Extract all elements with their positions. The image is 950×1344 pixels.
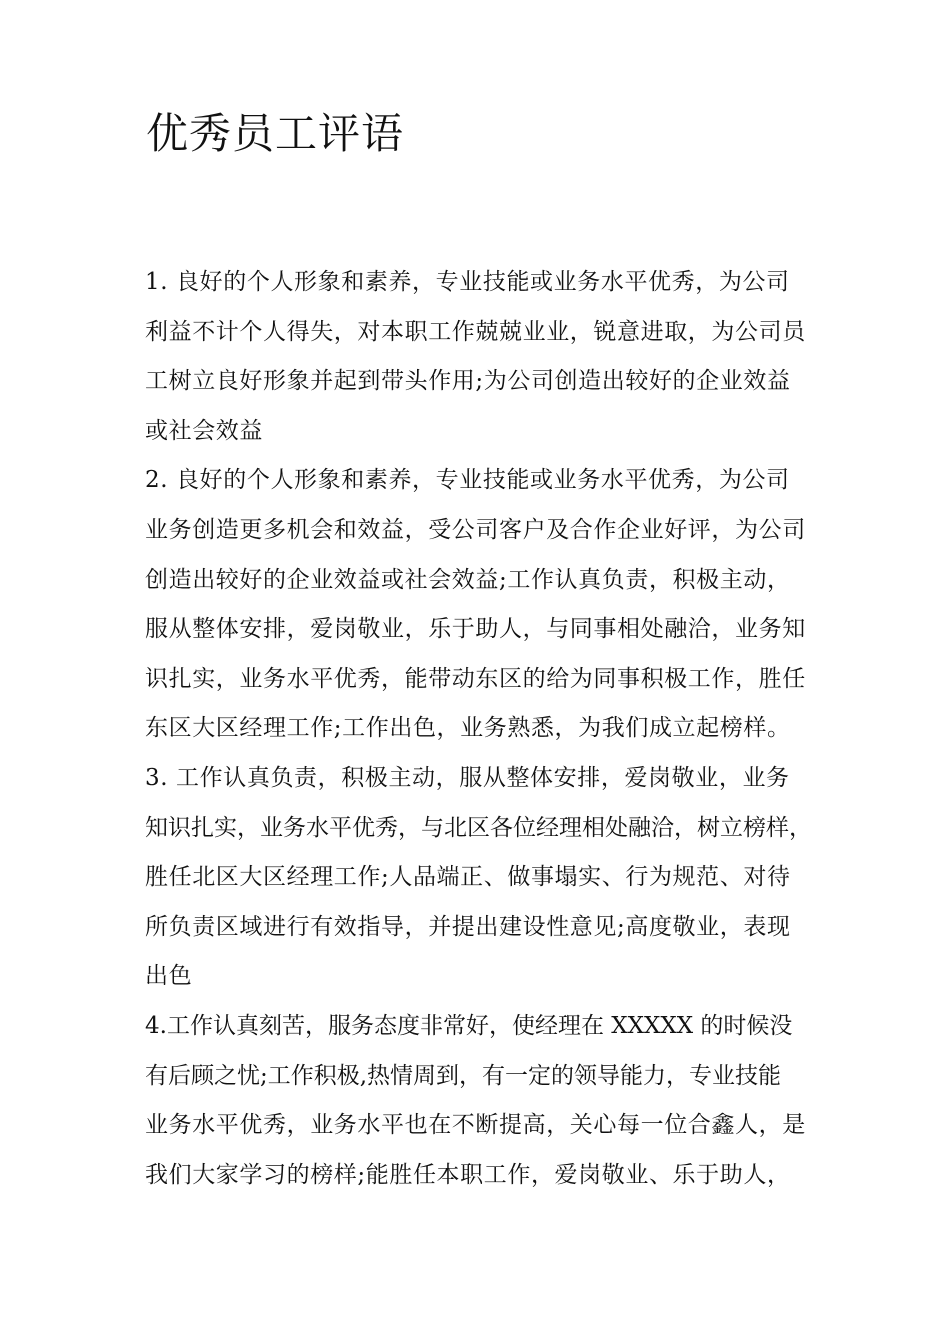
text-line: 或社会效益 bbox=[145, 417, 263, 444]
text-line: 识扎实，业务水平优秀，能带动东区的给为同事积极工作，胜任 bbox=[145, 665, 806, 692]
text-line: 创造出较好的企业效益或社会效益;工作认真负责，积极主动， bbox=[145, 566, 791, 593]
text-line: 服从整体安排，爱岗敬业，乐于助人，与同事相处融洽，业务知 bbox=[145, 616, 806, 643]
text-line: 知识扎实，业务水平优秀，与北区各位经理相处融洽，树立榜样， bbox=[145, 814, 812, 841]
text-line: 胜任北区大区经理工作;人品端正、做事塌实、行为规范、对待 bbox=[145, 864, 791, 891]
document-body bbox=[145, 258, 815, 1200]
text-line: 业务创造更多机会和效益，受公司客户及合作企业好评，为公司 bbox=[145, 516, 806, 543]
text-line: 我们大家学习的榜样;能胜任本职工作，爱岗敬业、乐于助人， bbox=[145, 1161, 791, 1188]
text-line: 有后顾之忧;工作积极,热情周到，有一定的领导能力，专业技能 bbox=[145, 1062, 782, 1089]
text-line: 3. 工作认真负责，积极主动，服从整体安排，爱岗敬业，业务 bbox=[145, 764, 790, 791]
text-line: 出色 bbox=[145, 963, 193, 990]
text-line: 1. 良好的个人形象和素养，专业技能或业务水平优秀，为公司 bbox=[145, 269, 790, 295]
page-title: 优秀员工评语 bbox=[146, 109, 405, 158]
text-line: 4.工作认真刻苦，服务态度非常好，使经理在 XXXXX 的时候没 bbox=[145, 1012, 793, 1039]
text-line: 业务水平优秀，业务水平也在不断提高，关心每一位合鑫人，是 bbox=[145, 1112, 806, 1139]
text-line: 2. 良好的个人形象和素养，专业技能或业务水平优秀，为公司 bbox=[145, 467, 790, 494]
text-line: 工树立良好形象并起到带头作用;为公司创造出较好的企业效益 bbox=[145, 368, 791, 395]
text-line: 利益不计个人得失，对本职工作兢兢业业，锐意进取，为公司员 bbox=[145, 318, 806, 345]
text-line: 东区大区经理工作;工作出色，业务熟悉，为我们成立起榜样。 bbox=[145, 715, 791, 742]
text-line: 所负责区域进行有效指导，并提出建设性意见;高度敬业，表现 bbox=[145, 913, 791, 940]
